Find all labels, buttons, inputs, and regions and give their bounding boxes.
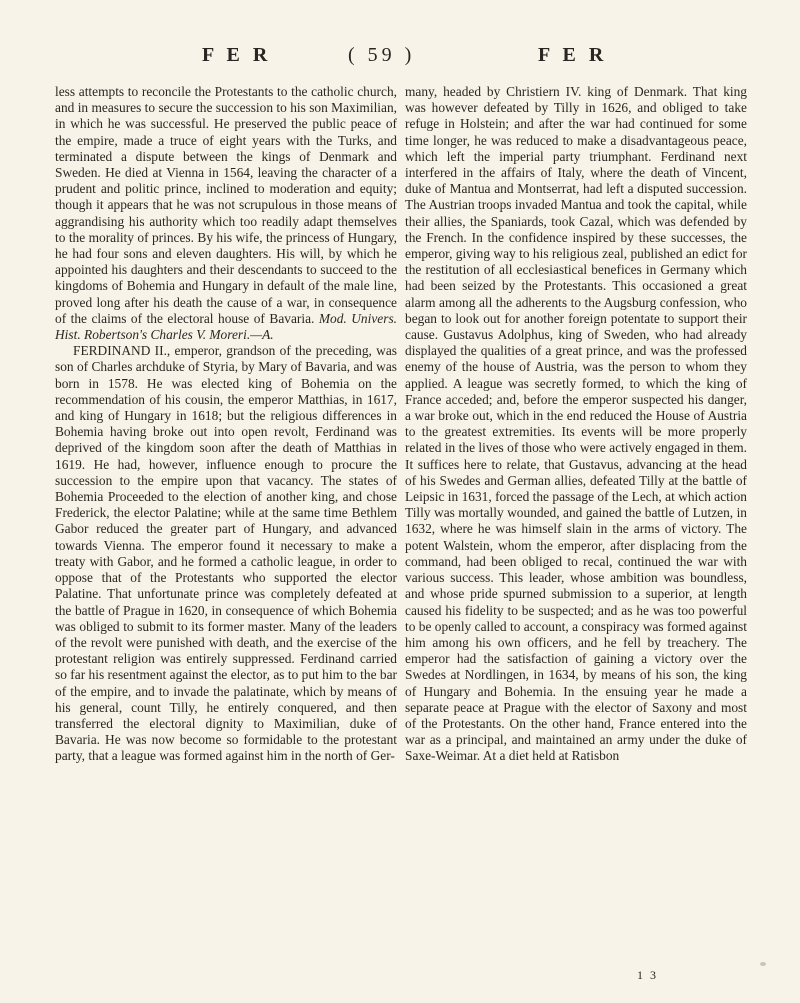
paper-blemish bbox=[760, 962, 766, 966]
signature-mark: 1 3 bbox=[637, 968, 658, 982]
citation: Mod. Univers. Hist. Robertson's Charles V. Moreri.—A. bbox=[55, 310, 398, 343]
header-right-keyword: F E R bbox=[538, 44, 608, 66]
left-text-column bbox=[55, 84, 397, 765]
right-text-column bbox=[405, 84, 747, 765]
page-number: ( 59 ) bbox=[348, 44, 416, 66]
running-header bbox=[0, 44, 800, 74]
paragraph-ferdinand-ii: FERDINAND II., emperor, grandson of the preceding, was son of Charles archduke of Styria, by Mary of Bavaria, and was born in 1578. He was elected king of Bohemia on the recommendation of his cousin, the emperor Matthias, in 1617, and king of Hungary in 1618; but the religious differences in Bohemia having broke out into open revolt, Ferdinand was deprived of the kingdom soon after the death of Matthias in 1619. He had, however, influence enough to procure the succession to the empire upon that vacancy. The states of Bohemia Proceeded to the election of another king, and chose Frederick, the elector Palatine; while at the same time Bethlem Gabor reduced the greater part of Hungary, and advanced towards Vienna. The emperor found it necessary to make a treaty with Gabor, and he formed a catholic league, in order to oppose that of the Protestants who supported the elector Palatine. That unfortunate prince was completely defeated at the battle of Prague in 1620, in consequence of which Bohemia was obliged to submit to its former master. Many of the leaders of the revolt were punished with death, and the exercise of the protestant religion was entirely suppressed. Ferdinand carried so far his resentment against the elector, as to put him to the bar of the empire, and to invade the palatinate, which by means of his general, count Tilly, he entirely conquered, and then transferred the electoral dignity to Maximilian, duke of Bavaria. He was now become so formidable to the protestant party, that a league was formed against him in the north of Ger- bbox=[55, 343, 397, 764]
paragraph-ferdinand-i-end bbox=[55, 84, 397, 343]
paragraph-ferdinand-ii-continued: many, headed by Christiern IV. king of Denmark. That king was however defeated by Tilly in 1626, and obliged to take refuge in Holstein; and after the war had continued for some time longer, he was reduced to make a disadvantageous peace, which left the imperial party triumphant. Ferdinand next interfered in the affairs of Italy, where the death of Vincent, duke of Mantua and Montserrat, had left a disputed succession. The Austrian troops invaded Mantua and took the capital, while their allies, the Spaniards, took Cazal, which was defended by the French. In the confidence inspired by these successes, the emperor, giving way to his religious zeal, published an edict for the restitution of all ecclesiastical benefices in Germany which had been seized by the Protestants. This occasioned a great alarm among all the adherents to the Augsburg confession, who began to look out for another foreign potentate to support their cause. Gustavus Adolphus, king of Sweden, who had already displayed the qualities of a great prince, and was the professed enemy of the house of Austria, was the person to whom they applied. A league was secretly formed, to which the king of France acceded; and, before the emperor suspected his danger, a war broke out, which in the end reduced the House of Austria to the greatest extremities. Its events will be more properly related in the lives of those who were actively engaged in them. It suffices here to relate, that Gustavus, advancing at the head of his Swedes and German allies, defeated Tilly at the battle of Leipsic in 1631, forced the passage of the Lech, at which action Tilly was mortally wounded, and gained the battle of Lutzen, in 1632, where he was himself slain in the arms of victory. The potent Walstein, whom the emperor, after displacing from the command, had been obliged to recal, continued the war with various success. This leader, whose ambition was boundless, and whose pride spurned submission to a superior, at length caused his fidelity to be suspected; and as he was too powerful to be openly called to account, a conspiracy was formed against him among his own officers, and he fell by treachery. The emperor had the satisfaction of gaining a victory over the Swedes at Nordlingen, in 1634, by means of his son, the king of Hungary and Bohemia. In the ensuing year he made a separate peace at Prague with the elector of Saxony and most of the Protestants. On the other hand, France entered into the war as a principal, and maintained an army under the duke of Saxe-Weimar. At a diet held at Ratisbon bbox=[405, 84, 747, 764]
paragraph-text: less attempts to reconcile the Protestants to the catholic church, and in measures to secure the succession to his son Maximilian, in which he was successful. He preserved the public peace of the empire, made a truce of eight years with the Turks, and terminated a dispute between the kings of Denmark and Sweden. He died at Vienna in 1564, leaving the character of a prudent and politic prince, inclined to moderation and equity; though it appears that he was not scrupulous in those means of aggrandising his authority which too readily adapt themselves to the morality of princes. By his wife, the princess of Hungary, he had four sons and eleven daughters. His will, by which he appointed his daughters and their descendants to succeed to the kingdoms of Bohemia and Hungary in default of the male line, proved long after his death the cause of a war, in consequence of the claims of the electoral house of Bavaria. bbox=[55, 84, 397, 326]
header-left-keyword: F E R bbox=[202, 44, 272, 66]
